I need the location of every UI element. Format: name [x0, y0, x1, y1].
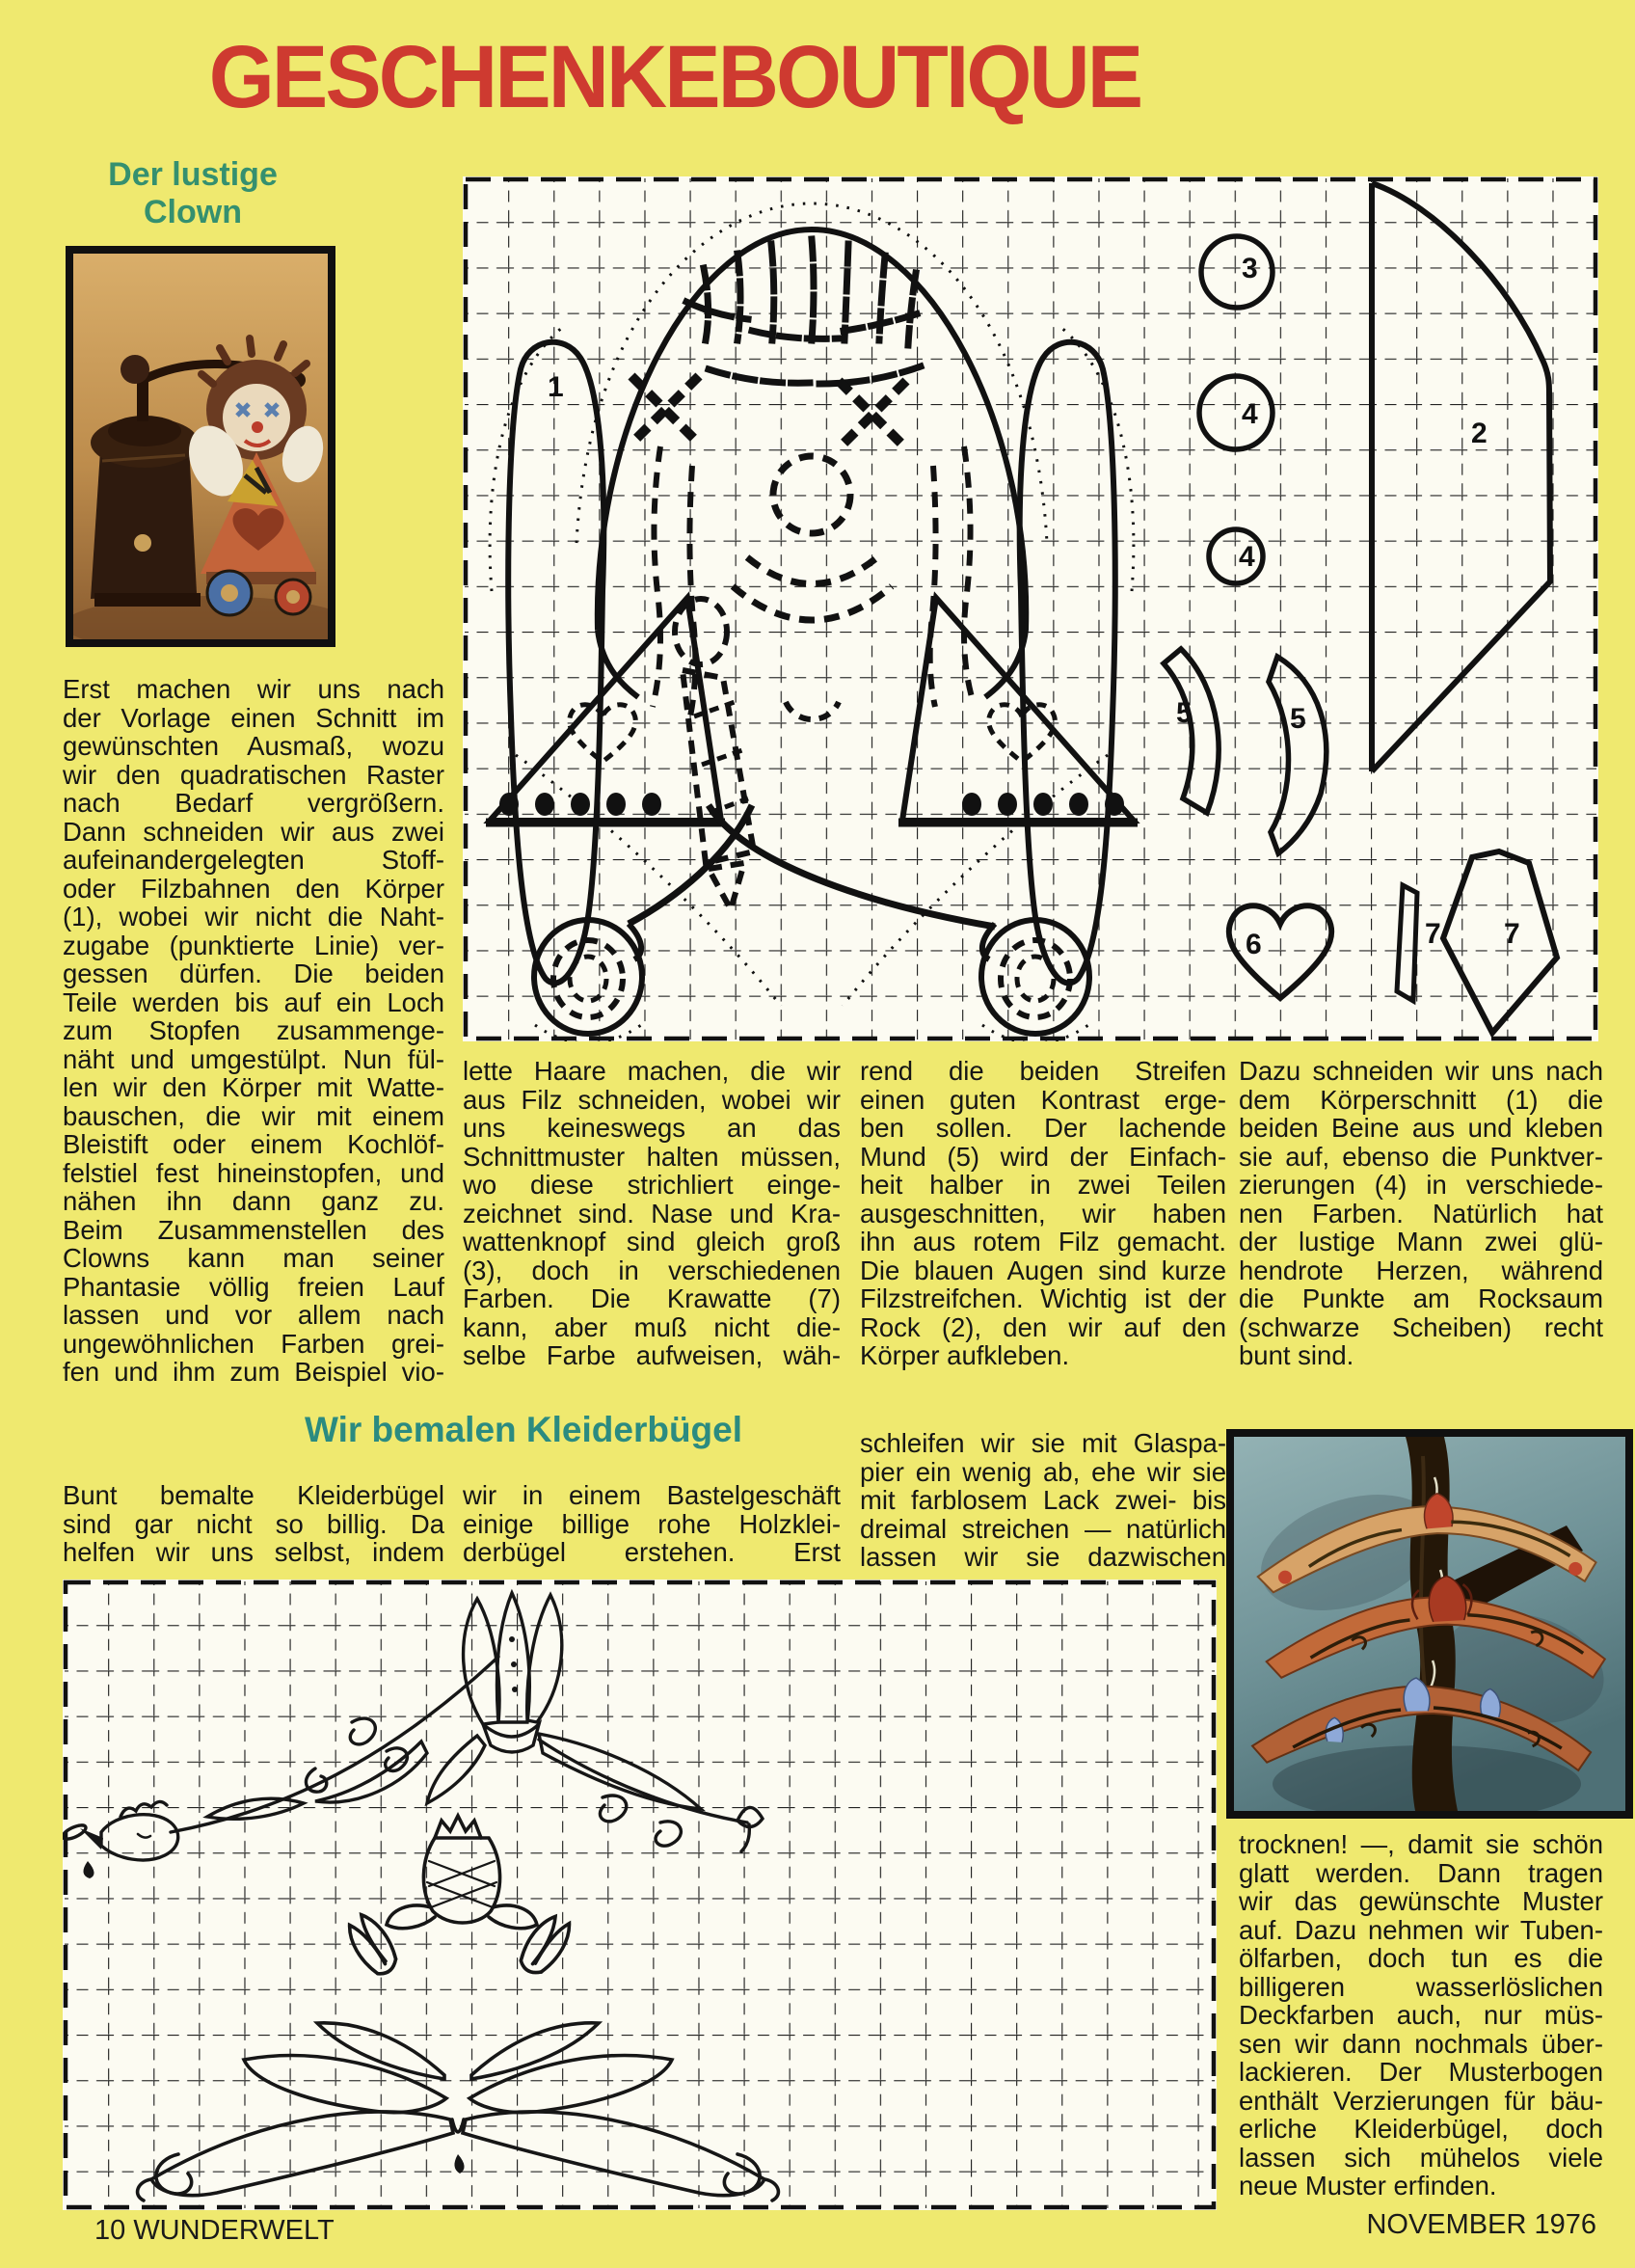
text-line: lette Haare machen, die wir: [463, 1056, 841, 1086]
text-line: Bleistift oder einem Kochlöf-: [63, 1129, 444, 1159]
text-line: nach Bedarf vergrößern.: [63, 788, 444, 818]
text-line: Rock (2), den wir auf den: [860, 1311, 1226, 1342]
page-title: GESCHENKEBOUTIQUE: [208, 28, 1141, 126]
pattern-label-mund-b: 5: [1290, 703, 1306, 735]
text-line: hendrote Herzen, während: [1239, 1255, 1603, 1285]
text-line: gessen dürfen. Die beiden: [63, 958, 444, 988]
text-line: Farben. Die Krawatte (7): [463, 1283, 841, 1313]
text-line: wir den quadratischen Raster: [63, 759, 444, 790]
text-line: wattenknopf sind gleich groß: [463, 1227, 841, 1256]
text-line: Teile werden bis auf ein Loch: [63, 986, 444, 1017]
text-line: aus Filz schneiden, wobei wir: [463, 1084, 841, 1115]
text-line: auf. Dazu nehmen wir Tuben-: [1239, 1914, 1603, 1945]
pattern-label-punkt-b: 4: [1239, 541, 1255, 573]
text-line: ausgeschnitten, wir haben: [860, 1198, 1226, 1228]
text-line: trocknen! —, damit sie schön: [1239, 1829, 1603, 1859]
text-line: kann, aber muß nicht die-: [463, 1311, 841, 1342]
clown-text-col3: [860, 1057, 1226, 1370]
clown-photo: [66, 246, 335, 647]
text-line: wir in einem Bastelgeschäft: [463, 1480, 841, 1510]
text-line: felstiel fest hineinstopfen, und: [63, 1157, 444, 1188]
text-line: wo diese strichliert einge-: [463, 1170, 841, 1200]
clown-pattern-diagram: [463, 176, 1598, 1041]
text-line: näht und umgestülpt. Nun fül-: [63, 1043, 444, 1074]
text-line: dreimal streichen — natürlich: [860, 1513, 1226, 1544]
text-line: schleifen wir sie mit Glaspa-: [860, 1428, 1226, 1458]
text-line: Dann schneiden wir aus zwei: [63, 816, 444, 847]
text-line: Bunt bemalte Kleiderbügel: [63, 1480, 444, 1510]
pattern-label-rock: 2: [1471, 418, 1488, 449]
hanger-text-col1: [63, 1481, 444, 1567]
text-line: wir das gewünschte Muster: [1239, 1886, 1603, 1916]
text-line: ben sollen. Der lachende: [860, 1113, 1226, 1143]
text-line: lassen sich mühelos viele: [1239, 2142, 1603, 2173]
hanger-text-col3: [860, 1429, 1226, 1572]
hanger-photo: [1226, 1429, 1633, 1819]
clown-text-col4: [1239, 1057, 1603, 1370]
text-line: Clowns kann man seiner: [63, 1243, 444, 1273]
text-line: enthält Verzierungen für bäu-: [1239, 2085, 1603, 2116]
text-line: Die blauen Augen sind kurze: [860, 1255, 1226, 1285]
text-line: bauschen, die wir mit einem: [63, 1100, 444, 1131]
text-line: Erst machen wir uns nach: [63, 674, 444, 704]
pattern-label-herz: 6: [1246, 929, 1262, 960]
footer-date: NOVEMBER 1976: [1366, 2209, 1596, 2240]
clown-photo-image: [73, 254, 328, 639]
text-line: ungewöhnlichen Farben grei-: [63, 1328, 444, 1359]
text-line: erliche Kleiderbügel, doch: [1239, 2114, 1603, 2144]
text-line: glatt werden. Dann tragen: [1239, 1857, 1603, 1888]
text-line: sind gar nicht so billig. Da: [63, 1508, 444, 1539]
text-line: oder Filzbahnen den Körper: [63, 873, 444, 904]
text-line: (schwarze Scheiben) recht: [1239, 1311, 1603, 1342]
text-line: neue Muster erfinden.: [1239, 2171, 1497, 2200]
text-line: einige billige rohe Holzklei-: [463, 1508, 841, 1539]
text-line: helfen wir uns selbst, indem: [63, 1537, 444, 1567]
text-line: lassen wir sie dazwischen: [860, 1542, 1226, 1572]
text-line: Dazu schneiden wir uns nach: [1239, 1056, 1603, 1086]
text-line: pier ein wenig ab, ehe wir sie: [860, 1456, 1226, 1487]
hanger-text-col4: [1239, 1830, 1603, 2200]
text-line: ölfarben, doch tun es die: [1239, 1943, 1603, 1973]
text-line: Deckfarben auch, nur müs-: [1239, 2000, 1603, 2030]
text-line: Beim Zusammenstellen des: [63, 1214, 444, 1245]
pattern-label-mund-a: 5: [1176, 697, 1193, 729]
text-line: dem Körperschnitt (1) die: [1239, 1084, 1603, 1115]
text-line: bunt sind.: [1239, 1340, 1354, 1370]
text-line: zierungen (4) in verschiede-: [1239, 1170, 1603, 1200]
section-heading-clown: [63, 156, 323, 231]
text-line: derbügel erstehen. Erst: [463, 1537, 841, 1567]
section-heading-clown-line1: Der lustige: [108, 156, 278, 193]
text-line: Phantasie völlig freien Lauf: [63, 1271, 444, 1302]
text-line: (1), wobei wir nicht die Naht-: [63, 902, 444, 932]
text-line: len wir den Körper mit Watte-: [63, 1072, 444, 1102]
pattern-label-punkt-a: 4: [1242, 398, 1258, 430]
text-line: einen guten Kontrast erge-: [860, 1084, 1226, 1115]
clown-text-col2: [463, 1057, 841, 1370]
text-line: der Vorlage einen Schnitt im: [63, 702, 444, 733]
pattern-label-streifen: 7: [1425, 918, 1441, 950]
section-heading-hangers: Wir bemalen Kleiderbügel: [304, 1410, 743, 1449]
text-line: fen und ihm zum Beispiel vio-: [63, 1357, 444, 1387]
text-line: beiden Beine aus und kleben: [1239, 1113, 1603, 1143]
footer-page-number: 10 WUNDERWELT: [94, 2215, 335, 2246]
hanger-pattern-diagram: [63, 1580, 1217, 2210]
text-line: zum Stopfen zusammenge-: [63, 1015, 444, 1045]
section-heading-clown-line2: Clown: [144, 194, 242, 230]
text-line: ihn aus rotem Filz gemacht.: [860, 1227, 1226, 1256]
text-line: lackieren. Der Musterbogen: [1239, 2057, 1603, 2087]
pattern-label-koerper: 1: [548, 371, 564, 403]
text-line: zeichnet sind. Nase und Kra-: [463, 1198, 841, 1228]
text-line: Filzstreifchen. Wichtig ist der: [860, 1283, 1226, 1313]
text-line: mit farblosem Lack zwei- bis: [860, 1485, 1226, 1515]
text-line: Mund (5) wird der Einfach-: [860, 1141, 1226, 1172]
text-line: sen wir dann nochmals über-: [1239, 2028, 1603, 2059]
text-line: Körper aufkleben.: [860, 1340, 1070, 1370]
text-line: aufeinandergelegten Stoff-: [63, 845, 444, 875]
pattern-label-krawatte: 7: [1504, 918, 1520, 950]
clown-text-col1: [63, 675, 444, 1387]
text-line: gewünschten Ausmaß, wozu: [63, 731, 444, 761]
text-line: zugabe (punktierte Linie) ver-: [63, 930, 444, 960]
text-line: billigeren wasserlöslichen: [1239, 1971, 1603, 2002]
text-line: die Punkte am Rocksaum: [1239, 1283, 1603, 1313]
text-line: rend die beiden Streifen: [860, 1056, 1226, 1086]
text-line: selbe Farbe aufweisen, wäh-: [463, 1340, 841, 1370]
text-line: nähen ihn dann ganz zu.: [63, 1186, 444, 1216]
text-line: uns keineswegs an das: [463, 1113, 841, 1143]
text-line: der lustige Mann zwei glü-: [1239, 1227, 1603, 1256]
text-line: lassen und vor allem nach: [63, 1300, 444, 1330]
text-line: Schnittmuster halten müssen,: [463, 1141, 841, 1172]
text-line: (3), doch in verschiedenen: [463, 1255, 841, 1285]
hanger-text-col2: [463, 1481, 841, 1567]
pattern-label-nase: 3: [1242, 253, 1258, 284]
text-line: nen Farben. Natürlich hat: [1239, 1198, 1603, 1228]
text-line: heit halber in zwei Teilen: [860, 1170, 1226, 1200]
hanger-photo-image: [1234, 1437, 1625, 1811]
text-line: sie auf, ebenso die Punktver-: [1239, 1141, 1603, 1172]
